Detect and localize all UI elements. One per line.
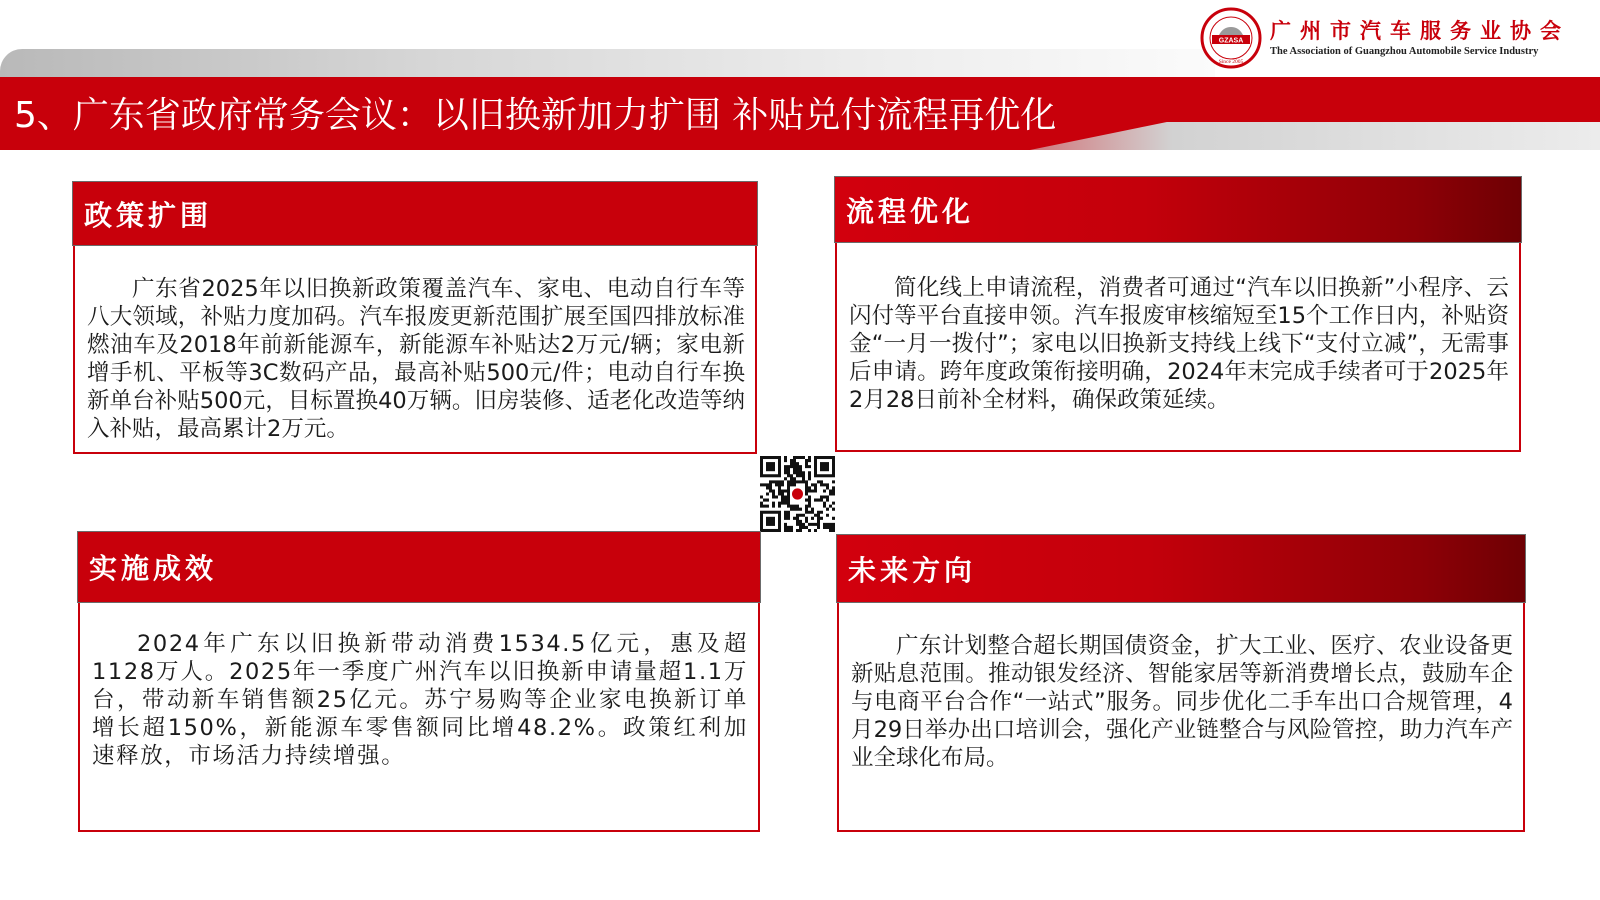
seal-bottom-text: Since 2005 xyxy=(1218,59,1244,65)
title-banner xyxy=(0,77,1600,150)
section-heading: 流程优化 xyxy=(835,177,1521,242)
qr-code-icon xyxy=(760,456,835,532)
association-seal-icon xyxy=(1200,7,1262,69)
section-body xyxy=(73,245,757,454)
association-name xyxy=(1270,19,1580,59)
section-implementation-results xyxy=(78,532,760,832)
seal-center-text: GZASA xyxy=(1218,37,1244,45)
section-heading: 实施成效 xyxy=(78,532,760,602)
section-process-optimization xyxy=(835,177,1521,452)
section-policy-expansion xyxy=(73,182,757,454)
association-name-cn: 广州市汽车服务业协会 xyxy=(1270,19,1570,43)
association-name-en: The Association of Guangzhou Automobile Service Industry xyxy=(1270,46,1539,57)
page-title: 5、广东省政府常务会议：以旧换新加力扩围 补贴兑付流程再优化 xyxy=(14,95,1057,136)
association-logo xyxy=(1200,7,1580,71)
section-future-direction xyxy=(837,535,1525,832)
banner-swoosh xyxy=(1030,122,1600,150)
qr-finder-bottom-left xyxy=(760,511,781,532)
qr-finder-top-right xyxy=(814,456,835,477)
section-body xyxy=(837,602,1525,832)
header-gray-band xyxy=(0,49,1215,77)
section-heading: 未来方向 xyxy=(837,535,1525,602)
section-heading: 政策扩围 xyxy=(73,182,757,245)
qr-logo-dot xyxy=(792,488,803,499)
section-text: 2024年广东以旧换新带动消费1534.5亿元，惠及超1128万人。2025年一季度广州汽车以旧换新申请量超1.1万台，带动新车销售额25亿元。苏宁易购等企业家电换新订单增长超150%，新能源车零售额同比增48.2%。政策红利加速释放，市场活力持续增强。 xyxy=(92,631,748,769)
section-text: 简化线上申请流程，消费者可通过“汽车以旧换新”小程序、云闪付等平台直接申领。汽车报废审核缩短至15个工作日内，补贴资金“一月一拨付”；家电以旧换新支持线上线下“支付立减”，无需事后申请。跨年度政策衔接明确，2024年末完成手续者可于2025年2月28日前补全材料，确保政策延续。 xyxy=(849,275,1509,413)
section-text: 广东计划整合超长期国债资金，扩大工业、医疗、农业设备更新贴息范围。推动银发经济、智能家居等新消费增长点，鼓励车企与电商平台合作“一站式”服务。同步优化二手车出口合规管理，4月29日举办出口培训会，强化产业链整合与风险管控，助力汽车产业全球化布局。 xyxy=(851,633,1513,771)
section-text: 广东省2025年以旧换新政策覆盖汽车、家电、电动自行车等八大领域，补贴力度加码。汽车报废更新范围扩展至国四排放标准燃油车及2018年前新能源车，新能源车补贴达2万元/辆；家电新增手机、平板等3C数码产品，最高补贴500元/件；电动自行车换新单台补贴500元，目标置换40万辆。旧房装修、适老化改造等纳入补贴，最高累计2万元。 xyxy=(87,276,745,442)
section-body xyxy=(78,602,760,832)
qr-finder-top-left xyxy=(760,456,781,477)
section-body xyxy=(835,242,1521,452)
